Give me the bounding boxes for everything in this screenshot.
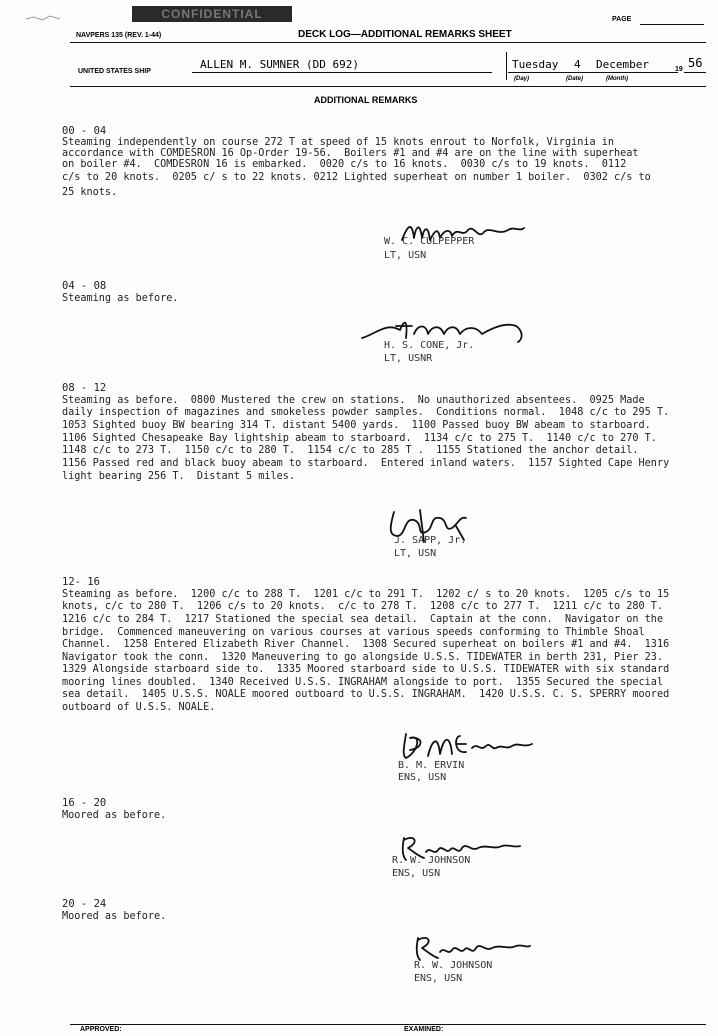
ship-label: UNITED STATES SHIP [78,68,151,75]
ship-name: ALLEN M. SUMNER (DD 692) [200,58,359,71]
remark-line: Navigator took the conn. 1320 Maneuvering to go alongside U.S.S. TIDEWATER in berth 231, Pier 23. [62,652,664,663]
signatory-name: R. W. JOHNSON [414,960,493,971]
signatory-name: W. C. CULPEPPER [384,236,475,247]
signatory-rank: ENS, USN [392,868,441,879]
approved-label: APPROVED: [80,1026,122,1033]
remark-line: Steaming as before. 0800 Mustered the crew on stations. No unauthorized absentees. 0925 Made [62,395,645,406]
remark-line: Moored as before. [62,810,167,821]
remark-line: Steaming independently on course 272 T at speed of 15 knots enrout to Norfolk, Virginia in [62,137,615,148]
month-caption: (Month) [606,76,628,82]
remark-line: c/s to 20 knots. 0205 c/ s to 22 knots. 0212 Lighted superheat on number 1 boiler. 0302 c/s to [62,172,651,183]
section-title: ADDITIONAL REMARKS [314,95,418,105]
year-value: 56 [688,56,703,70]
remark-line: 1053 Sighted buoy BW bearing 314 T. distant 5400 yards. 1100 Passed buoy BW abeam to starboard. [62,420,651,431]
remark-line: sea detail. 1405 U.S.S. NOALE moored outboard to U.S.S. INGRAHAM. 1420 U.S.S. C. S. SPERRY moored [62,689,670,700]
watch-time: 08 - 12 [62,382,107,394]
remark-line: 1148 c/c to 273 T. 1150 c/c to 280 T. 1154 c/c to 285 T . 1155 Stationed the anchor detail. [62,445,639,456]
remark-line: outboard of U.S.S. NOALE. [62,702,216,713]
signatory-name: H. S. CONE, Jr. [384,340,475,351]
header-rule [70,42,706,43]
month-value: December [596,58,649,71]
signatory-name: J. SAPP, Jr. [394,535,467,546]
remark-line: 1329 Alongside starboard side to. 1335 Moored starboard side to U.S.S. TIDEWATER with six standard [62,664,670,675]
day-value: Tuesday [512,58,559,71]
remark-line: daily inspection of magazines and smokeless powder samples. Conditions normal. 1048 c/c to 295 T. [62,407,670,418]
signatory-name: B. M. ERVIN [398,760,465,771]
classification-stamp: CONFIDENTIAL [132,6,292,22]
signatory-name: R. W. JOHNSON [392,855,471,866]
signatory-rank: LT, USNR [384,353,433,364]
day-caption: (Day) [514,76,530,82]
watch-time: 16 - 20 [62,797,107,809]
remark-line: knots, c/c to 280 T. 1206 c/s to 20 knots. c/c to 278 T. 1208 c/c to 277 T. 1211 c/c to 280 T. [62,601,664,612]
form-id: NAVPERS 135 (REV. 1-44) [76,32,162,39]
remark-line: mooring lines doubled. 1340 Received U.S.S. INGRAHAM alongside to port. 1355 Secured the special [62,677,664,688]
year-prefix: 19 [675,66,683,73]
watch-time: 20 - 24 [62,898,107,910]
remark-line: 1106 Sighted Chesapeake Bay lightship abeam to starboard. 1134 c/c to 275 T. 1140 c/c to 270 T. [62,433,657,444]
remark-line: bridge. Commenced maneuvering on various courses at various speeds conforming to Thimble Shoal [62,627,645,638]
remark-line: light bearing 256 T. Distant 5 miles. [62,471,296,482]
remark-line: Steaming as before. [62,293,179,304]
watch-time: 12- 16 [62,576,100,588]
page-number-line [640,24,704,25]
watch-time: 00 - 04 [62,125,107,137]
date-line [508,72,678,73]
date-value: 4 [574,58,581,71]
remark-line: on boiler #4. COMDESRON 16 is embarked. 0020 c/s to 16 knots. 0030 c/s to 19 knots. 0112 [62,159,627,170]
signatory-rank: ENS, USN [398,772,447,783]
remark-line: Channel. 1258 Entered Elizabeth River Channel. 1308 Secured superheat on boilers #1 and #4. 1316 [62,639,670,650]
ship-row-rule [70,86,706,87]
remark-line: Steaming as before. 1200 c/c to 288 T. 1201 c/c to 291 T. 1202 c/ s to 20 knots. 1205 c/s to 15 [62,589,670,600]
signatory-rank: ENS, USN [414,973,463,984]
stamp-smudge [24,10,64,20]
remark-line: 25 knots. [62,187,118,198]
remark-line: Moored as before. [62,911,167,922]
form-title: DECK LOG—ADDITIONAL REMARKS SHEET [298,29,512,40]
ship-date-divider [506,52,507,80]
examined-label: EXAMINED: [404,1026,444,1033]
year-line [684,72,706,73]
remark-line: accordance with COMDESRON 16 Op-Order 19-56. Boilers #1 and #4 are on the line with superheat [62,148,639,159]
signatory-rank: LT, USN [394,548,437,559]
footer-rule [70,1024,706,1025]
watch-time: 04 - 08 [62,280,107,292]
ship-name-line [192,72,492,73]
page-label: PAGE [612,16,632,23]
remark-line: 1216 c/c to 284 T. 1217 Stationed the special sea detail. Captain at the conn. Navigator on the [62,614,664,625]
signatory-rank: LT, USN [384,250,427,261]
handwritten-signature [396,726,546,762]
date-caption: (Date) [566,76,584,82]
remark-line: 1156 Passed red and black buoy abeam to starboard. Entered inland waters. 1157 Sighted Cape Henry [62,458,670,469]
